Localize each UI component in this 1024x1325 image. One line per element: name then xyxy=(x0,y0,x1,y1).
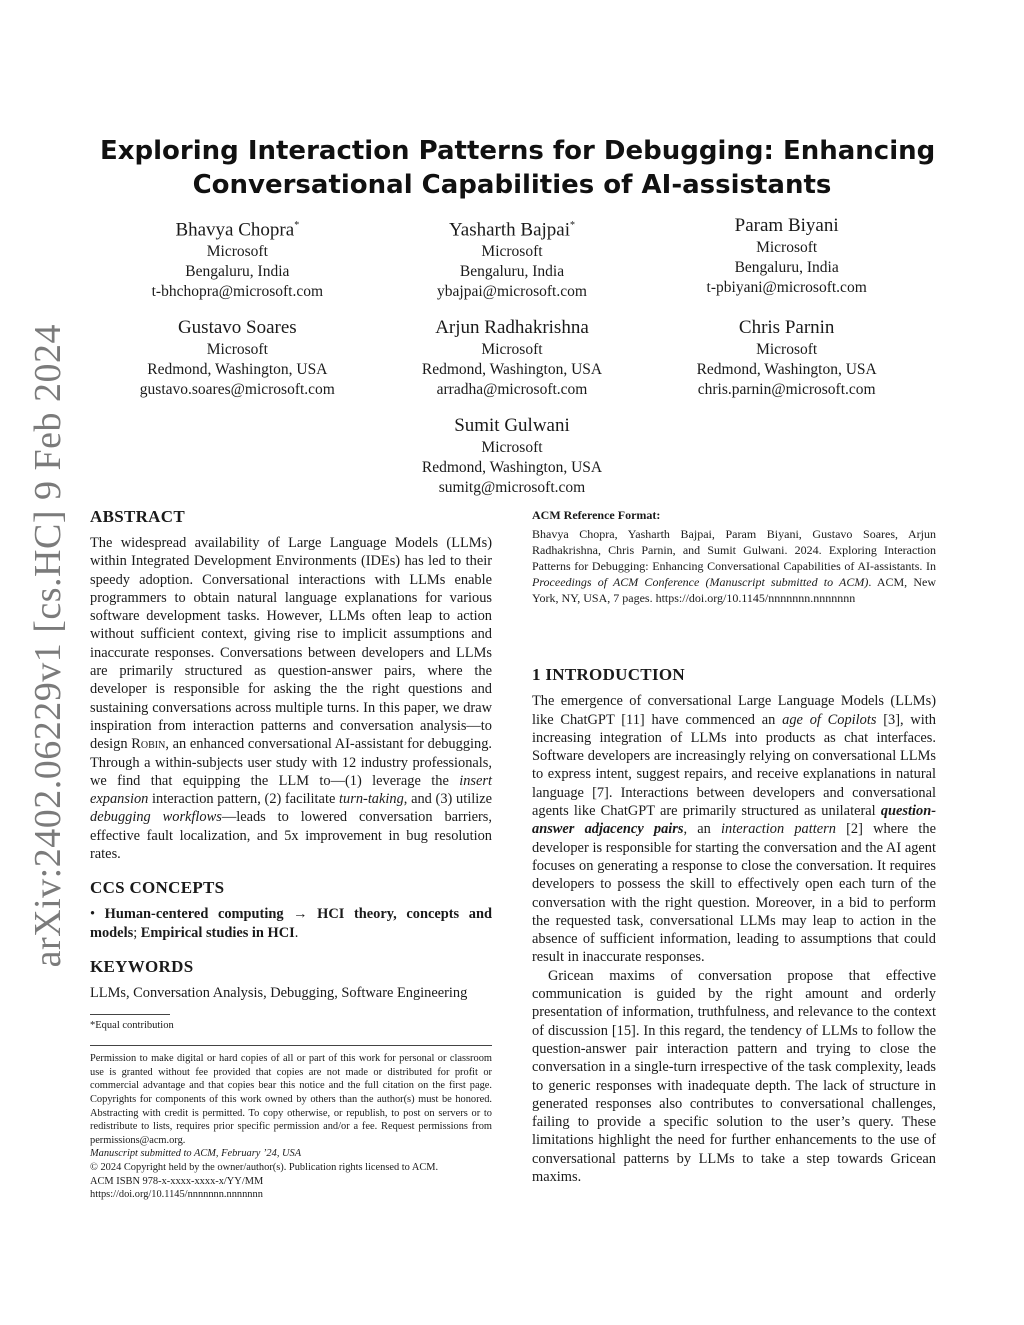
intro-paragraph-1: The emergence of conversational Large Language Models (LLMs) like ChatGPT [11] have commenced an age of Copilots [3], with increasing integration of LLMs into products as chat interfaces. Software developers are increasingly relying on conversational LLMs to express intent, suggest repairs, and receive explanations in natural language [7]. Interactions between developers and conversational agents like ChatGPT are primarily structured as unilateral question-answer adjacency pairs, an interaction pattern [2] where the developer is responsible for starting the conversation and the AI agent focuses on generating a response to close the conversation. It requires developers to possess the skill to effectively open each turn of the conversation with the right question. Moreover, in a bid to perform the requested task, conversational LLMs may leap to action in the absence of sufficient information, leading to assumptions that could result in inaccurate responses. xyxy=(532,693,936,966)
permission-text: Permission to make digital or hard copies of all or part of this work for personal or classroom use is granted without fee provided that copies are not made or distributed for profit or commercial advantage and that copies bear this notice and the full citation on the first page. Copyrights for components of this work owned by others than the author(s) must be honored. Abstracting with credit is permitted. To copy otherwise, or republish, to post on servers or to redistribute to lists, requires prior specific permission and/or a fee. Request permissions from permissions@acm.org. xyxy=(90,1053,492,1146)
robin-name: Robin xyxy=(131,736,166,753)
author-email[interactable]: ybajpai@microsoft.com xyxy=(437,283,587,301)
author-affiliation: Microsoft xyxy=(481,341,543,359)
keywords-text: LLMs, Conversation Analysis, Debugging, Software Engineering xyxy=(90,984,468,1001)
isbn-line: ACM ISBN 978-x-xxxx-xxxx-x/YY/MM xyxy=(90,1175,264,1187)
author-card xyxy=(100,214,375,302)
equal-contribution-footnote: *Equal contribution xyxy=(90,1020,174,1032)
author-affiliation: Microsoft xyxy=(756,341,818,359)
author-affiliation: Microsoft xyxy=(206,341,268,359)
author-location: Bengaluru, India xyxy=(459,263,565,281)
author-location: Redmond, Washington, USA xyxy=(421,361,603,379)
author-card xyxy=(375,316,650,400)
author-affiliation: Microsoft xyxy=(206,243,268,261)
paper-title xyxy=(100,134,936,202)
author-email[interactable]: gustavo.soares@microsoft.com xyxy=(139,381,335,399)
author-card xyxy=(649,316,924,400)
author-affiliation: Microsoft xyxy=(481,439,543,457)
author-name: Arjun Radhakrishna xyxy=(435,317,589,339)
author-card xyxy=(375,414,650,498)
left-column xyxy=(90,506,492,1202)
keywords-heading: KEYWORDS xyxy=(90,956,194,976)
ccs-text: • Human-centered computing → HCI theory, concepts and models; Empirical studies in HCI. xyxy=(90,906,492,941)
author-location: Redmond, Washington, USA xyxy=(147,361,328,379)
author-name: Sumit Gulwani xyxy=(454,415,570,437)
acm-reference-heading: ACM Reference Format: xyxy=(532,508,661,522)
author-email[interactable]: sumitg@microsoft.com xyxy=(438,479,586,497)
permission-block xyxy=(90,1052,492,1202)
author-name: Gustavo Soares xyxy=(177,317,297,339)
intro-paragraph-2: Gricean maxims of conversation propose that effective communication is guided by the right amount and orderly presentation of information, truthfulness, and relevance to the context of discussion [15]. In this regard, the tendency of LLMs to follow the question-answer pair interaction pattern and trying to close the conversation in a single-turn irrespective of the task complexity, leads to generic responses with inadequate depth. The lack of structure in generated responses also contributes to conversational challenges, failing to provide a specific solution to the user’s query. These limitations highlight the need for further enhancements to the use of conversational patterns by LLMs to take a step towards Gricean maxims. xyxy=(532,967,936,1186)
author-card xyxy=(375,214,650,302)
ccs-heading: CCS CONCEPTS xyxy=(90,878,225,898)
arxiv-watermark xyxy=(22,324,74,968)
author-location: Bengaluru, India xyxy=(185,263,290,281)
author-block xyxy=(100,214,924,498)
abstract-text: The widespread availability of Large Language Models (LLMs) within Integrated Development Environments (IDEs) has led to their speedy adoption. Conversational interactions with LLMs enable programmers to obtain natural language explanations for various software development tasks. However, LLMs often leap to action without sufficient context, giving rise to implicit assumptions and inaccurate responses. Conversations between developers and LLMs are primarily structured as question-answer pairs, where the developer is responsible for asking the the right questions and sustaining conversations across multiple turns. In this paper, we draw inspiration from interaction patterns and conversation analysis—to design Robin, an enhanced conversational AI-assistant for debugging. Through a within-subjects user study with 12 industry professionals, we find that equipping the LLM to—(1) leverage the insert expansion interaction pattern, (2) facilitate turn-taking, and (3) utilize debugging workflows—leads to lowered conversation barriers, effective fault localization, and 5x improvement in bug resolution rates. xyxy=(90,535,493,863)
acm-reference-text: Bhavya Chopra, Yasharth Bajpai, Param Biyani, Gustavo Soares, Arjun Radhakrishna, Chris Parnin, and Sumit Gulwani. 2024. Exploring Interaction Patterns for Debugging: Enhancing Conversational Capabilities of AI-assistants. In Proceedings of ACM Conference (Manuscript submitted to ACM). ACM, New York, NY, USA, 7 pages. https://doi.org/10.1145/nnnnnnn.nnnnnnn xyxy=(532,527,936,606)
right-column xyxy=(532,506,936,1186)
introduction-heading: 1 INTRODUCTION xyxy=(532,665,685,685)
author-email[interactable]: chris.parnin@microsoft.com xyxy=(697,381,876,399)
acm-reference xyxy=(532,506,936,606)
author-name: Chris Parnin xyxy=(738,317,835,339)
equal-contribution-mark: * xyxy=(570,220,576,231)
author-affiliation: Microsoft xyxy=(756,239,818,256)
author-location: Bengaluru, India xyxy=(734,259,839,276)
author-card xyxy=(100,316,375,400)
title-line-2: Conversational Capabilities of AI-assistants xyxy=(192,170,832,200)
copyright-line: © 2024 Copyright held by the owner/author(s). Publication rights licensed to ACM. xyxy=(90,1161,439,1173)
abstract-heading: ABSTRACT xyxy=(90,507,185,526)
author-location: Redmond, Washington, USA xyxy=(696,361,877,379)
author-email[interactable]: arradha@microsoft.com xyxy=(436,381,588,399)
author-affiliation: Microsoft xyxy=(481,243,543,261)
footnote-divider xyxy=(90,1014,170,1015)
author-location: Redmond, Washington, USA xyxy=(421,459,603,477)
author-name: Bhavya Chopra xyxy=(175,219,295,241)
title-line-1: Exploring Interaction Patterns for Debugging: Enhancing xyxy=(100,136,936,166)
doi-link[interactable]: https://doi.org/10.1145/nnnnnnn.nnnnnnn xyxy=(90,1189,263,1201)
author-name: Param Biyani xyxy=(734,215,839,236)
permission-divider xyxy=(90,1045,492,1046)
author-card xyxy=(649,214,924,302)
author-email[interactable]: t-pbiyani@microsoft.com xyxy=(706,279,867,296)
arxiv-id: arXiv:2402.06229v1 [cs.HC] 9 Feb 2024 xyxy=(27,324,69,968)
equal-contribution-mark: * xyxy=(294,220,300,231)
author-email[interactable]: t-bhchopra@microsoft.com xyxy=(151,283,324,301)
author-name: Yasharth Bajpai xyxy=(448,219,571,241)
manuscript-note: Manuscript submitted to ACM, February ’24, USA xyxy=(90,1148,302,1160)
